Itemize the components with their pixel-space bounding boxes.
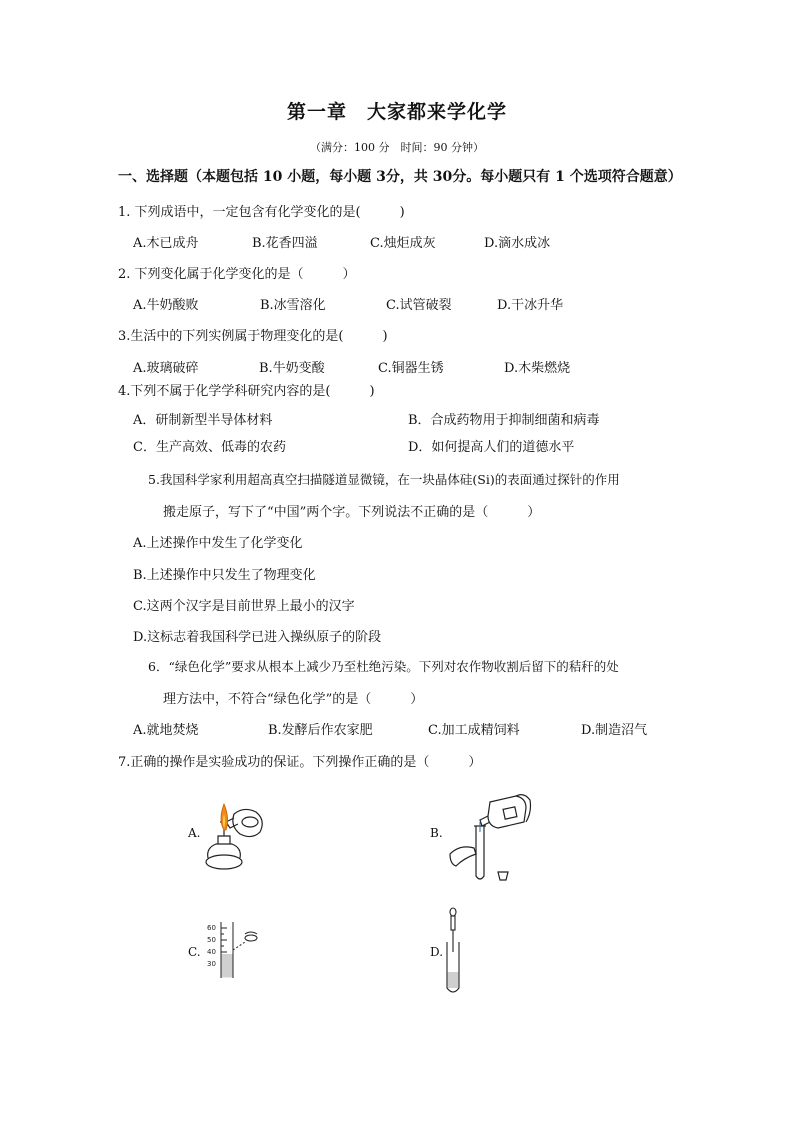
alcohol-lamp-figure — [200, 792, 278, 874]
q4-option-d: D．如何提高人们的道德水平 — [408, 440, 575, 455]
measuring-cylinder-figure — [201, 920, 265, 980]
q5-option-a: A.上述操作中发生了化学变化 — [133, 536, 303, 551]
q3-option-d: D.木柴燃烧 — [504, 361, 571, 376]
question-5-line-1: 5.我国科学家利用超高真空扫描隧道显微镜，在一块晶体硅(Si)的表面通过探针的作用 — [148, 472, 620, 487]
q1-option-a: A.木已成舟 — [133, 236, 199, 251]
section-heading: 一、选择题（本题包括 10 小题，每小题 3分，共 30分。每小题只有 1 个选项符合题意） — [118, 169, 682, 185]
question-6-line-2: 理方法中，不符合“绿色化学”的是（ ） — [163, 692, 424, 707]
exam-info: （满分：100 分 时间：90 分钟） — [310, 141, 484, 154]
question-1: 1. 下列成语中，一定包含有化学变化的是( ) — [118, 205, 405, 220]
question-4: 4.下列不属于化学学科研究内容的是( ) — [118, 384, 375, 399]
pouring-liquid-figure — [446, 792, 534, 884]
question-7: 7.正确的操作是实验成功的保证。下列操作正确的是（ ） — [118, 755, 482, 770]
question-3: 3.生活中的下列实例属于物理变化的是( ) — [118, 329, 388, 344]
q6-option-c: C.加工成精饲料 — [428, 723, 520, 738]
q7-label-a: A. — [188, 826, 201, 840]
q2-option-b: B.冰雪溶化 — [260, 298, 326, 313]
eye-icon — [245, 935, 257, 941]
q6-option-d: D.制造沼气 — [581, 723, 648, 738]
q5-option-b: B.上述操作中只发生了物理变化 — [133, 568, 316, 583]
q6-option-b: B.发酵后作农家肥 — [268, 723, 373, 738]
q5-option-d: D.这标志着我国科学已进入操纵原子的阶段 — [133, 630, 382, 645]
q3-option-c: C.铜器生锈 — [378, 361, 444, 376]
q7-label-b: B. — [430, 826, 443, 840]
q4-option-c: C．生产高效、低毒的农药 — [133, 440, 286, 455]
q5-option-c: C.这两个汉字是目前世界上最小的汉字 — [133, 599, 355, 614]
q3-option-b: B.牛奶变酸 — [259, 361, 325, 376]
question-2: 2. 下列变化属于化学变化的是（ ） — [118, 267, 356, 282]
q7-label-d: D. — [430, 945, 444, 959]
page-title: 第一章 大家都来学化学 — [286, 101, 507, 123]
q4-option-a: A．研制新型半导体材料 — [133, 413, 273, 428]
q3-option-a: A.玻璃破碎 — [133, 361, 199, 376]
scale-60: 60 — [207, 924, 216, 932]
question-5-line-2: 搬走原子，写下了“中国”两个字。下列说法不正确的是（ ） — [163, 505, 541, 520]
question-6-line-1: 6．“绿色化学”要求从根本上减少乃至杜绝污染。下列对农作物收割后留下的秸秆的处 — [148, 659, 619, 674]
q1-option-c: C.烛炬成灰 — [370, 236, 436, 251]
q6-option-a: A.就地焚烧 — [133, 723, 199, 738]
q1-option-b: B.花香四溢 — [252, 236, 318, 251]
scale-40: 40 — [207, 948, 216, 956]
dropper-figure — [438, 906, 468, 996]
q7-label-c: C. — [188, 945, 201, 959]
q1-option-d: D.滴水成冰 — [484, 236, 551, 251]
scale-50: 50 — [207, 936, 216, 944]
q2-option-c: C.试管破裂 — [386, 298, 452, 313]
q4-option-b: B．合成药物用于抑制细菌和病毒 — [408, 413, 600, 428]
scale-30: 30 — [207, 960, 216, 968]
q2-option-a: A.牛奶酸败 — [133, 298, 199, 313]
q2-option-d: D.干冰升华 — [497, 298, 564, 313]
